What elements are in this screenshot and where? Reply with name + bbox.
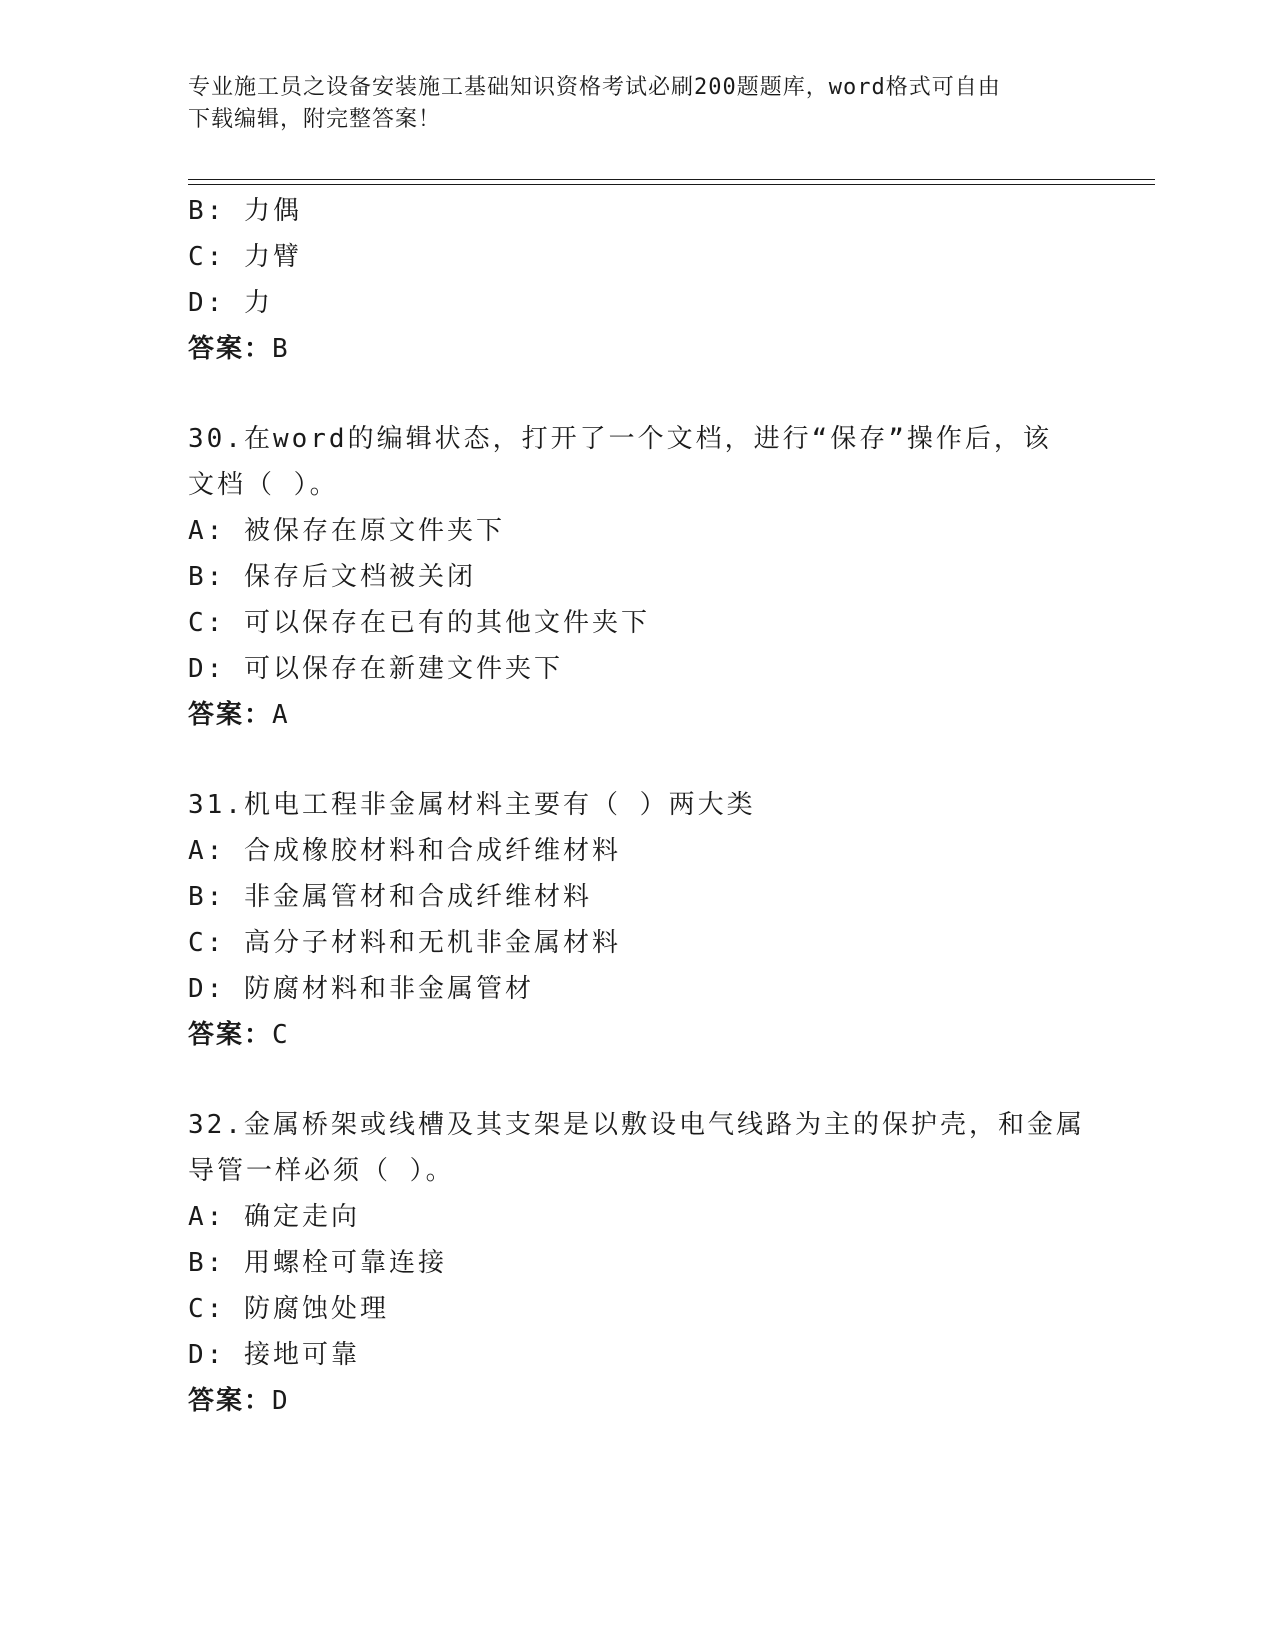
option-c: C: 力臂 [188, 242, 302, 272]
answer-value: D [272, 1386, 290, 1416]
option-d: D: 接地可靠 [188, 1340, 360, 1370]
question-stem-line-1: 32.金属桥架或线槽及其支架是以敷设电气线路为主的保护壳，和金属 [188, 1110, 1085, 1140]
option-d: D: 可以保存在新建文件夹下 [188, 654, 563, 684]
answer-value: C [272, 1020, 290, 1050]
question-stem-line-1: 31.机电工程非金属材料主要有（ ）两大类 [188, 790, 756, 820]
header-rule-top [188, 179, 1155, 180]
option-a: A: 合成橡胶材料和合成纤维材料 [188, 836, 621, 866]
option-b: B: 用螺栓可靠连接 [188, 1248, 447, 1278]
option-c: C: 可以保存在已有的其他文件夹下 [188, 608, 650, 638]
option-b: B: 保存后文档被关闭 [188, 562, 476, 592]
spacer [188, 738, 1088, 782]
document-header [188, 72, 1068, 136]
header-line-2: 下载编辑，附完整答案！ [188, 107, 442, 132]
answer-value: A [272, 700, 290, 730]
question-31 [188, 782, 1088, 1058]
answer-line: 答案：A [188, 700, 290, 730]
document-body [188, 188, 1088, 1424]
question-32 [188, 1102, 1088, 1424]
option-d: D: 防腐材料和非金属管材 [188, 974, 534, 1004]
option-b: B: 非金属管材和合成纤维材料 [188, 882, 592, 912]
answer-value: B [272, 334, 290, 364]
question-29-tail [188, 188, 1088, 372]
question-stem-line-2: 导管一样必须（ ）。 [188, 1156, 455, 1186]
header-line-1: 专业施工员之设备安装施工基础知识资格考试必刷200题题库，word格式可自由 [188, 75, 1001, 100]
option-c: C: 防腐蚀处理 [188, 1294, 389, 1324]
header-rule-bottom [188, 184, 1155, 185]
option-c: C: 高分子材料和无机非金属材料 [188, 928, 621, 958]
option-d: D: 力 [188, 288, 273, 318]
option-a: A: 确定走向 [188, 1202, 360, 1232]
answer-line: 答案：C [188, 1020, 290, 1050]
spacer [188, 372, 1088, 416]
spacer [188, 1058, 1088, 1102]
option-b: B: 力偶 [188, 196, 302, 226]
answer-line: 答案：B [188, 334, 290, 364]
question-stem-line-1: 30.在word的编辑状态，打开了一个文档，进行“保存”操作后，该 [188, 424, 1052, 454]
option-a: A: 被保存在原文件夹下 [188, 516, 505, 546]
question-30 [188, 416, 1088, 738]
answer-line: 答案：D [188, 1386, 290, 1416]
question-stem-line-2: 文档（ ）。 [188, 470, 339, 500]
